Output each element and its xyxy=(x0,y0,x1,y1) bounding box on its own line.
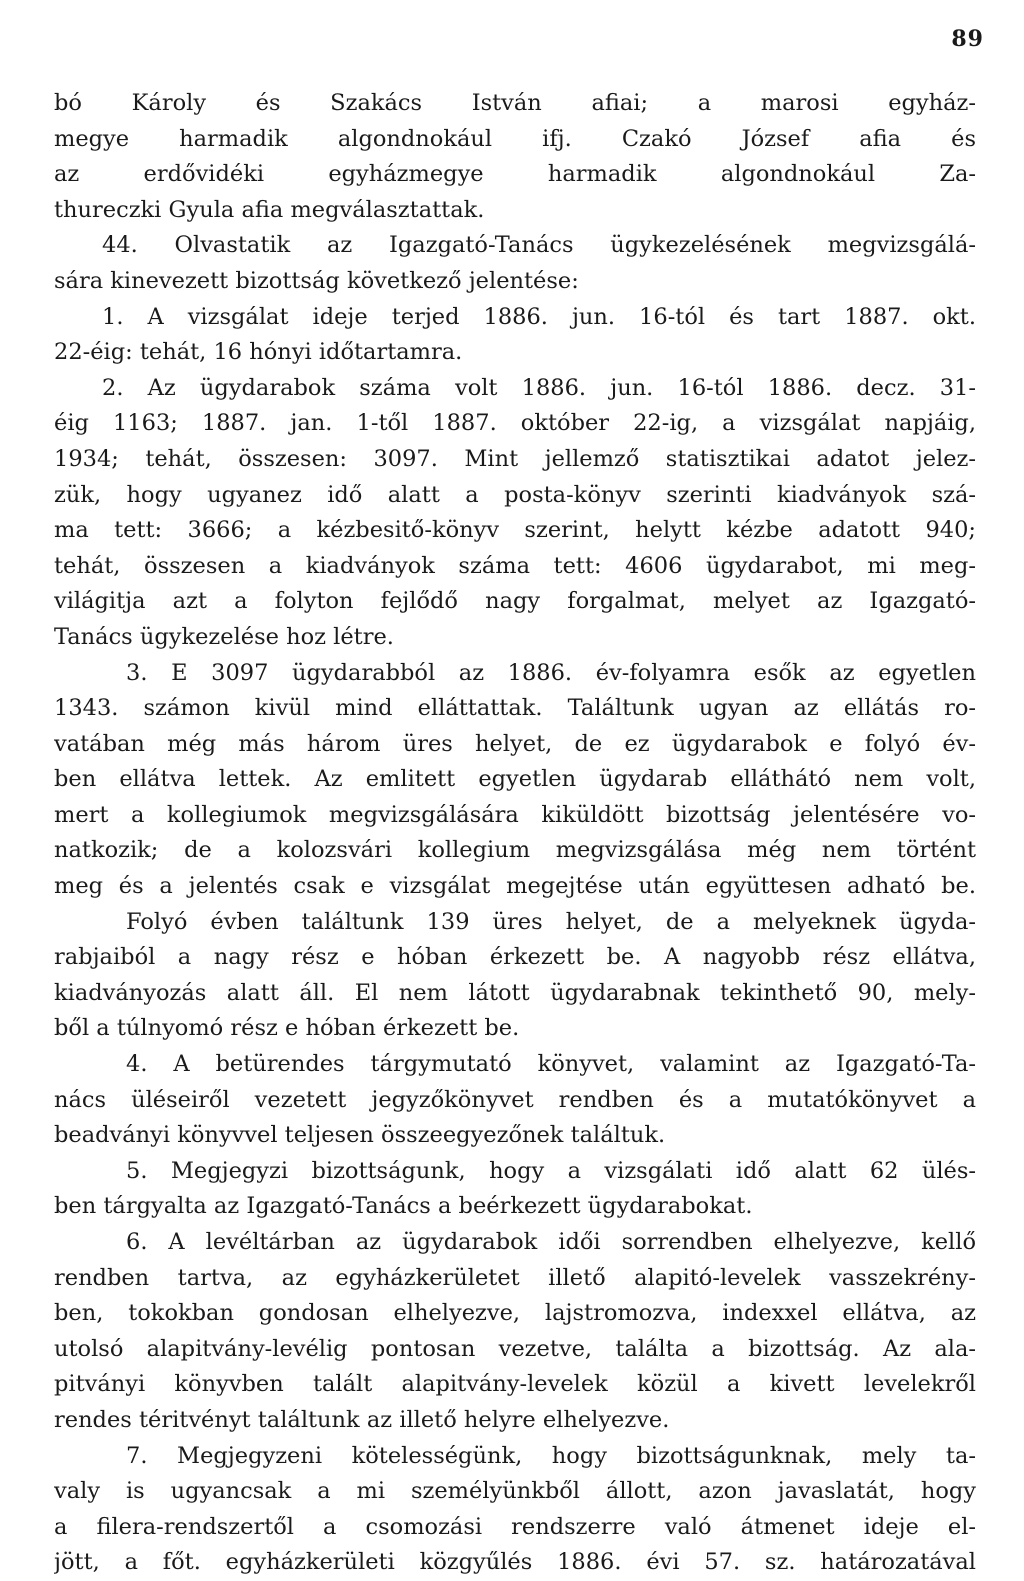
body-text xyxy=(54,86,976,1581)
text-line: pitványi könyvben talált alapitvány-levelek közül a kivett levelekről xyxy=(54,1371,976,1398)
text-line: az erdővidéki egyházmegye harmadik algondnokául Za- xyxy=(54,161,976,188)
text-line: mert a kollegiumok megvizsgálására kiküldött bizottság jelentésére vo- xyxy=(54,801,976,828)
text-line: utolsó alapitvány-levélig pontosan vezetve, találta a bizottság. Az ala- xyxy=(54,1335,976,1362)
text-line: 22-éig: tehát, 16 hónyi időtartamra. xyxy=(54,339,463,366)
text-line: éig 1163; 1887. jan. 1-től 1887. október 22-ig, a vizsgálat napjáig, xyxy=(54,410,976,437)
text-line: világitja azt a folyton fejlődő nagy forgalmat, melyet az Igazgató- xyxy=(54,588,976,615)
text-line: ben ellátva lettek. Az emlitett egyetlen ügydarab elláthátó nem volt, xyxy=(54,766,976,793)
text-line: nács üléseiről vezetett jegyzőkönyvet rendben és a mutatókönyvet a xyxy=(54,1086,976,1113)
text-line: natkozik; de a kolozsvári kollegium megvizsgálása még nem történt xyxy=(54,837,976,864)
text-line: tehát, összesen a kiadványok száma tett: 4606 ügydarabot, mi meg- xyxy=(54,552,976,579)
text-line: megye harmadik algondnokául ifj. Czakó József afia és xyxy=(54,125,976,152)
text-line: beadványi könyvvel teljesen összeegyezőnek találtuk. xyxy=(54,1122,666,1149)
text-line: ma tett: 3666; a kézbesitő-könyv szerint, helytt kézbe adatott 940; xyxy=(54,517,976,544)
text-line: rabjaiból a nagy rész e hóban érkezett be. A nagyobb rész ellátva, xyxy=(54,944,976,971)
item-4: 4. A betürendes tárgymutató könyvet, valamint az Igazgató-Ta- xyxy=(126,1051,976,1078)
item-5: 5. Megjegyzi bizottságunk, hogy a vizsgálati idő alatt 62 ülés- xyxy=(126,1157,976,1184)
text-line: 1934; tehát, összesen: 3097. Mint jellemző statisztikai adatot jelez- xyxy=(54,445,976,472)
text-line: ben tárgyalta az Igazgató-Tanács a beérkezett ügydarabokat. xyxy=(54,1193,753,1220)
item-6: 6. A levéltárban az ügydarabok idői sorrendben elhelyezve, kellő xyxy=(126,1229,976,1255)
text-line: Folyó évben találtunk 139 üres helyet, de a melyeknek ügyda- xyxy=(126,908,976,935)
text-line: ben, tokokban gondosan elhelyezve, lajstromozva, indexxel ellátva, az xyxy=(54,1300,976,1327)
item-7: 7. Megjegyzeni kötelességünk, hogy bizottságunknak, mely ta- xyxy=(126,1442,976,1469)
text-line: jött, a főt. egyházkerületi közgyűlés 1886. évi 57. sz. határozatával xyxy=(54,1549,976,1576)
text-line: kiadványozás alatt áll. El nem látott ügydarabnak tekinthető 90, mely- xyxy=(54,979,976,1006)
text-line: valy is ugyancsak a mi személyünkből állott, azon javaslatát, hogy xyxy=(54,1478,976,1505)
item-2: 2. Az ügydarabok száma volt 1886. jun. 16-tól 1886. decz. 31- xyxy=(102,374,976,401)
text-line: zük, hogy ugyanez idő alatt a posta-könyv szerinti kiadványok szá- xyxy=(54,481,976,508)
item-1: 1. A vizsgálat ideje terjed 1886. jun. 16-tól és tart 1887. okt. xyxy=(102,303,976,330)
text-line: Tanács ügykezelése hoz létre. xyxy=(54,623,394,650)
page-number: 89 xyxy=(951,26,984,52)
item-3: 3. E 3097 ügydarabból az 1886. év-folyamra esők az egyetlen xyxy=(126,659,976,686)
text-line: sára kinevezett bizottság következő jelentése: xyxy=(54,267,579,294)
text-line: thureczki Gyula afia megválasztattak. xyxy=(54,196,485,223)
text-line: vatában még más három üres helyet, de ez ügydarabok e folyó év- xyxy=(54,730,976,757)
text-line: 1343. számon kivül mind elláttattak. Találtunk ugyan az ellátás ro- xyxy=(54,695,976,722)
text-line: a filera-rendszertől a csomozási rendszerre való átmenet ideje el- xyxy=(54,1513,976,1540)
section-44-heading: 44. Olvastatik az Igazgató-Tanács ügykezelésének megvizsgálá- xyxy=(102,232,976,259)
text-line: rendes téritvényt találtunk az illető helyre elhelyezve. xyxy=(54,1406,670,1433)
text-line: meg és a jelentés csak e vizsgálat megejtése után együttesen adható be. xyxy=(54,873,976,900)
text-line: rendben tartva, az egyházkerületet illető alapitó-levelek vasszekrény- xyxy=(54,1264,976,1291)
text-line: ből a túlnyomó rész e hóban érkezett be. xyxy=(54,1015,520,1042)
text-line: bó Károly és Szakács István afiai; a marosi egyház- xyxy=(54,90,976,116)
